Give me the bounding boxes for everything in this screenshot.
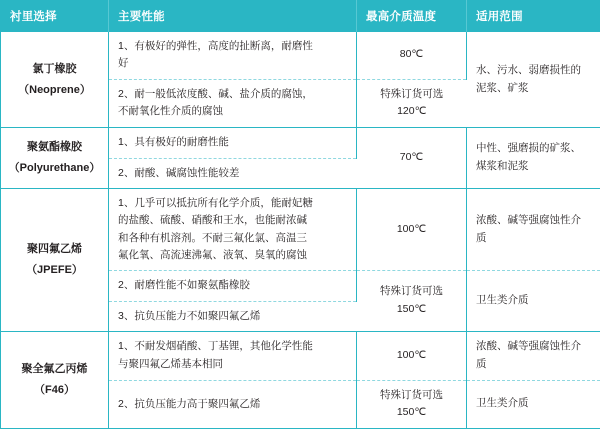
temperature-cell: 100℃	[357, 331, 467, 380]
table-body	[1, 32, 600, 429]
table-row	[1, 32, 600, 80]
temperature-cell: 100℃	[357, 188, 467, 270]
lining-name-cell	[1, 128, 109, 189]
performance-cell: 1、不耐发烟硝酸、丁基锂，其他化学性能 与聚四氟乙烯基本相同	[109, 331, 357, 380]
performance-cell: 2、耐一般低浓度酸、碱、盐介质的腐蚀， 不耐氧化性介质的腐蚀	[109, 79, 357, 128]
performance-cell: 1、几乎可以抵抗所有化学介质，能耐妃糖 的盐酸、硫酸、硝酸和王水，也能耐浓碱 和各种有机溶剂。不耐三氟化氯、高温三 氟化氧、高流速沸氟、液氧、臭氧的腐蚀	[109, 188, 357, 270]
performance-cell: 2、抗负压能力高于聚四氟乙烯	[109, 380, 357, 429]
performance-cell: 2、耐磨性能不如聚氨酯橡胶	[109, 271, 357, 301]
column-header-performance: 主要性能	[109, 1, 357, 32]
lining-name-sub: （Polyurethane）	[5, 158, 104, 179]
table-row	[1, 331, 600, 380]
table-row	[1, 188, 600, 270]
application-cell: 浓酸、碱等强腐蚀性介 质	[467, 188, 600, 270]
column-header-application-range: 适用范围	[467, 1, 600, 32]
table-header	[1, 1, 600, 32]
performance-cell: 2、耐酸、碱腐蚀性能较差	[109, 158, 357, 188]
table-row	[1, 128, 600, 158]
lining-name-cell	[1, 331, 109, 428]
lining-name-main: 聚四氟乙烯	[5, 239, 104, 260]
column-header-max-temperature: 最高介质温度	[357, 1, 467, 32]
temperature-cell: 特殊订货可选 150℃	[357, 380, 467, 429]
lining-name-sub: （Neoprene）	[5, 80, 104, 101]
performance-cell: 3、抗负压能力不如聚四氟乙烯	[109, 301, 357, 331]
application-cell: 卫生类介质	[467, 271, 600, 332]
performance-cell: 1、有极好的弹性，高度的扯断离，耐磨性 好	[109, 32, 357, 80]
lining-name-main: 聚氨酯橡胶	[5, 137, 104, 158]
temperature-cell: 特殊订货可选 150℃	[357, 271, 467, 332]
column-header-lining: 衬里选择	[1, 1, 109, 32]
lining-name-cell	[1, 188, 109, 331]
application-cell: 卫生类介质	[467, 380, 600, 429]
lining-name-sub: （JPEFE）	[5, 260, 104, 281]
application-cell: 水、污水、弱磨损性的 泥浆、矿浆	[467, 32, 600, 128]
lining-name-main: 氯丁橡胶	[5, 59, 104, 80]
lining-name-main: 聚全氟乙丙烯	[5, 359, 104, 380]
lining-name-sub: （F46）	[5, 380, 104, 401]
lining-name-cell	[1, 32, 109, 128]
temperature-cell: 80℃	[357, 32, 467, 80]
performance-cell: 1、具有极好的耐磨性能	[109, 128, 357, 158]
application-cell: 浓酸、碱等强腐蚀性介 质	[467, 331, 600, 380]
table-header-row	[1, 1, 600, 32]
temperature-cell: 70℃	[357, 128, 467, 189]
temperature-cell: 特殊订货可选 120℃	[357, 79, 467, 128]
application-cell: 中性、强磨损的矿浆、 煤浆和泥浆	[467, 128, 600, 189]
